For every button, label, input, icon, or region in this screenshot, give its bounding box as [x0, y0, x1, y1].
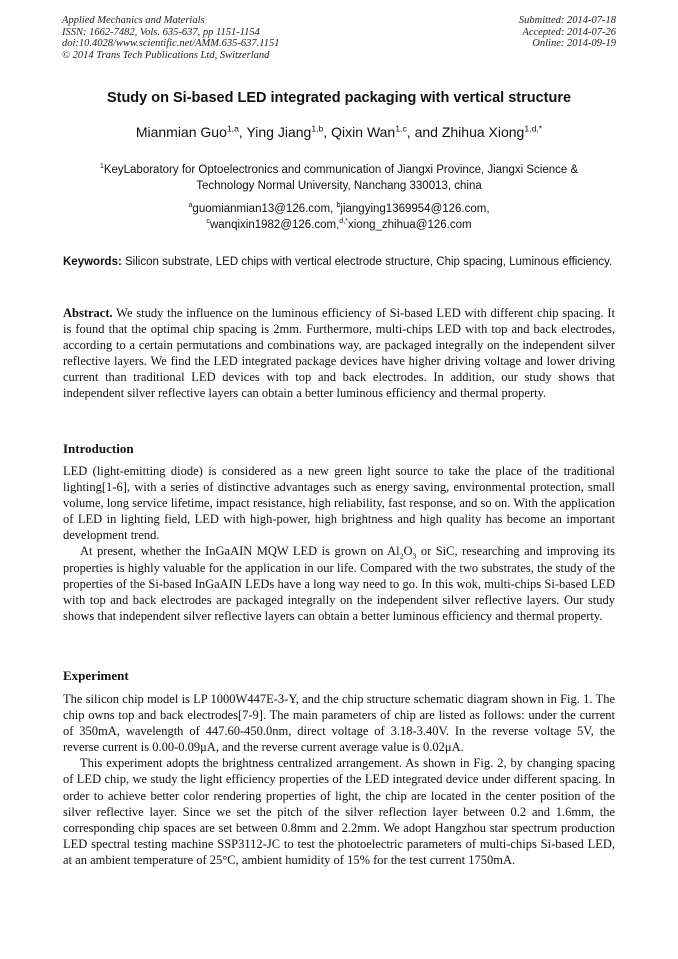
author-separator: , — [323, 124, 332, 140]
affiliation — [80, 163, 598, 194]
abstract-label: Abstract. — [63, 306, 113, 320]
author-list — [0, 124, 678, 140]
doi: doi:10.4028/www.scientific.net/AMM.635-637.1151 — [62, 38, 280, 49]
journal-name: Applied Mechanics and Materials — [62, 15, 205, 26]
author-name: Mianmian Guo — [135, 124, 227, 140]
online-date: Online: 2014-09-19 — [532, 38, 616, 49]
abstract-text: We study the influence on the luminous efficiency of Si-based LED with different chip spacing. It is found that the optimal chip spacing is 2mm. Furthermore, multi-chips LED with top and back electrodes, according to a certain permutations and combinations way, are packaged integrally on the independent silver reflective layers. We find the LED integrated package devices have higher driving voltage and lower driving current than traditional LED devices with top and back electrodes. In addition, our study shows that independent silver reflective layers can obtain a better luminous efficiency and thermal property. — [63, 306, 615, 401]
author-affil-mark: 1,d,* — [524, 123, 543, 134]
experiment-body — [63, 691, 615, 868]
author-name: Qixin Wan — [331, 124, 396, 140]
author-separator: , and — [406, 124, 442, 140]
intro-p2-text: or SiC, researching and improving its properties is highly valuable for the application in our life. Compared with the two substrates, the study of the properties of the Si-based InGaAIN LEDs have a long way need to go. In this wok, multi-chips Si-based LED with top and back electrodes are packaged integrally on the independent silver reflective layers. Our study shows that independent silver reflective layers can obtain a better luminous efficiency and thermal property. — [63, 544, 615, 623]
email-link[interactable]: jiangying1369954@126.com, — [340, 203, 490, 215]
author-name: Ying Jiang — [246, 124, 312, 140]
abstract — [63, 305, 615, 402]
author-affil-mark: 1,c — [395, 123, 407, 134]
intro-p2-text: At present, whether the InGaAIN MQW LED is grown on Al — [80, 544, 400, 559]
paper-title: Study on Si-based LED integrated packaging with vertical structure — [106, 90, 572, 106]
experiment-paragraph-1: The silicon chip model is LP 1000W447E-3-Y, and the chip structure schematic diagram shown in Fig. 1. The chip owns top and back electrodes[7-9]. The main parameters of chip are listed as follows: under the current of 350mA, wavelength of 447.60-450.0nm, direct voltage of 3.18-3.40V. In the reverse voltage 5V, the reverse current is 0.00-0.09μA, and the reverse current average value is 0.02μA. — [63, 692, 615, 755]
header-left — [62, 15, 279, 61]
header-right — [519, 15, 616, 50]
keywords-text: Silicon substrate, LED chips with vertical electrode structure, Chip spacing, Luminous efficiency. — [121, 256, 613, 268]
accepted-date: Accepted: 2014-07-26 — [522, 26, 616, 38]
affiliation-text: KeyLaboratory for Optoelectronics and communication of Jiangxi Province, Jiangxi Science & Technology Normal University, Nanchang 330013, china — [103, 164, 579, 192]
keywords — [63, 255, 615, 271]
submitted-date: Submitted: 2014-07-18 — [518, 15, 616, 26]
author-name: Zhihua Xiong — [441, 124, 525, 140]
affiliation-mark: 1 — [99, 162, 104, 171]
email-mark: b — [336, 201, 341, 210]
introduction-paragraph-2 — [63, 543, 615, 623]
email-list — [80, 202, 598, 233]
author-affil-mark: 1,a — [226, 123, 239, 134]
issn: ISSN: 1662-7482, Vols. 635-637, pp 1151-1154 — [62, 26, 260, 38]
introduction-body — [63, 463, 615, 624]
email-mark: a — [188, 201, 193, 210]
experiment-heading: Experiment — [63, 668, 129, 683]
experiment-paragraph-2: This experiment adopts the brightness centralized arrangement. As shown in Fig. 2, by changing spacing of LED chip, we study the light efficiency properties of the LED integrated device under different spacing. In order to achieve better color rendering properties of light, the chip are located in the center position of the silver reflective layer. Since we set the pitch of the silver reflection layer between 0.2 and 1.6mm, the corresponding chip spaces are set between 0.8mm and 2.2mm. We adopt Hangzhou star spectrum production LED spectral testing machine SSP3112-JC to test the photoelectric parameters of multi-chips Si-based LED, at an ambient temperature of 25°C, ambient humidity of 15% for the test current 1750mA. — [63, 756, 615, 867]
subscript: 2 — [399, 551, 404, 561]
author-affil-mark: 1,b — [311, 123, 324, 134]
intro-p2-text: O — [403, 544, 413, 559]
introduction-paragraph-1: LED (light-emitting diode) is considered as a new green light source to take the place of the traditional lighting[1-6], with a series of distinctive advantages such as energy saving, environmental protection, small volume, long service lifetime, impact resistance, high reliability, fast response, and so on. With the application of LED in lighting field, LED with high-power, high brightness and high quality has become an important development trend. — [63, 464, 615, 543]
keywords-label: Keywords: — [63, 256, 122, 268]
introduction-heading: Introduction — [63, 441, 134, 456]
email-mark: c — [206, 216, 210, 225]
email-link[interactable]: xiong_zhihua@126.com — [348, 218, 472, 231]
email-mark: d,* — [339, 216, 349, 225]
email-link[interactable]: wanqixin1982@126.com, — [209, 218, 340, 231]
author-separator: , — [238, 124, 247, 140]
email-link[interactable]: guomianmian13@126.com, — [192, 203, 337, 215]
copyright: © 2014 Trans Tech Publications Ltd, Switzerland — [62, 49, 270, 61]
subscript: 3 — [412, 551, 417, 561]
